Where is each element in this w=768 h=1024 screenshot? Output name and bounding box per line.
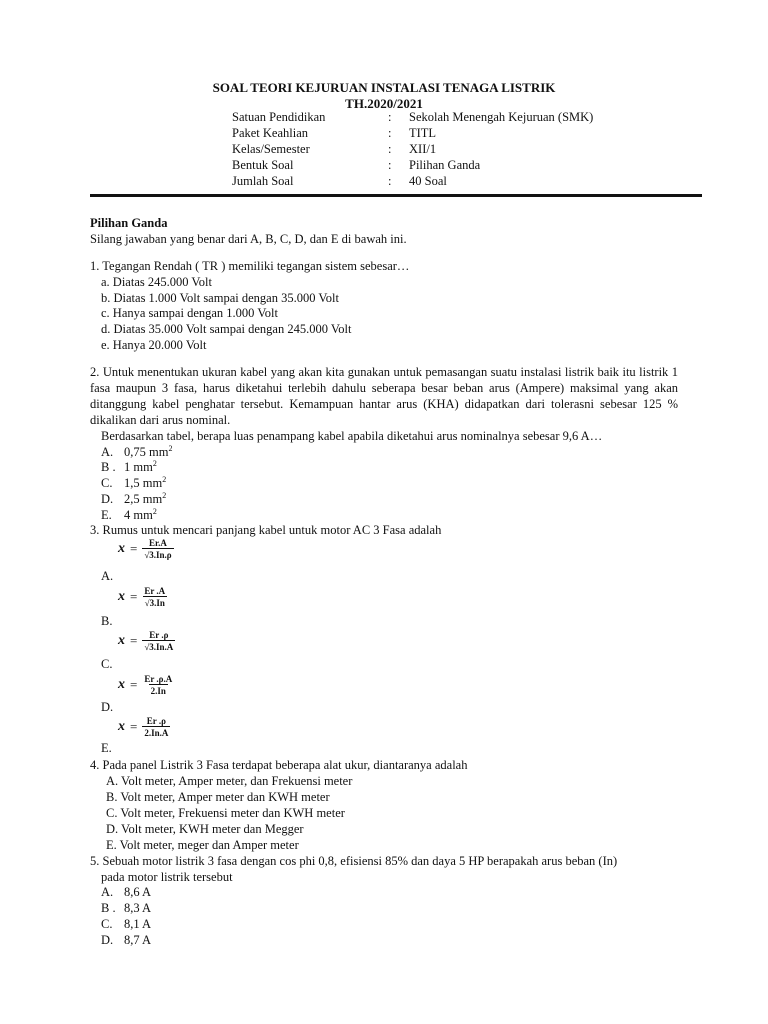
superscript: 2 xyxy=(162,490,167,500)
q2-option-b[interactable] xyxy=(101,458,157,475)
q4-option-b[interactable]: B. Volt meter, Amper meter dan KWH meter xyxy=(106,790,330,804)
q1-option-d[interactable]: d. Diatas 35.000 Volt sampai dengan 245.000 Volt xyxy=(101,322,352,336)
question-5-text: 5. Sebuah motor listrik 3 fasa dengan cos phi 0,8, efisiensi 85% dan daya 5 HP berapakah arus beban (In) xyxy=(90,854,618,868)
meta-colon: : xyxy=(388,142,392,156)
formula-option-e[interactable] xyxy=(118,716,170,738)
meta-value: XII/1 xyxy=(409,142,437,156)
exam-title: SOAL TEORI KEJURUAN INSTALASI TENAGA LISTRIK xyxy=(212,80,556,95)
denominator: √3.In.A xyxy=(144,642,174,652)
formula-equals: = xyxy=(130,633,138,648)
option-letter: C. xyxy=(101,476,113,490)
q2-option-a[interactable] xyxy=(101,443,173,460)
formula-option-c[interactable] xyxy=(118,630,175,652)
fraction xyxy=(142,716,170,738)
option-value: 8,1 A xyxy=(124,917,152,931)
q2-option-d[interactable] xyxy=(101,490,167,507)
denominator: 2.In.A xyxy=(144,728,169,738)
fraction xyxy=(142,538,173,560)
formula-var: x xyxy=(118,633,125,648)
question-5-text-cont: pada motor listrik tersebut xyxy=(101,870,233,884)
denominator: √3.In.ρ xyxy=(144,550,172,560)
q5-option-a[interactable] xyxy=(101,884,152,900)
formula-label-b[interactable]: B. xyxy=(101,614,113,628)
superscript: 2 xyxy=(152,506,157,516)
option-text: 2,5 mm xyxy=(124,492,163,506)
q1-option-e[interactable]: e. Hanya 20.000 Volt xyxy=(101,338,207,352)
meta-value: TITL xyxy=(409,126,437,140)
q4-option-a[interactable]: A. Volt meter, Amper meter, dan Frekuensi meter xyxy=(106,774,353,788)
formula-var: x xyxy=(118,589,125,604)
formula-option-a[interactable] xyxy=(118,538,174,560)
formula-var: x xyxy=(118,677,125,692)
q5-option-d[interactable] xyxy=(101,932,152,948)
meta-value: Sekolah Menengah Kejuruan (SMK) xyxy=(409,110,594,124)
meta-value: Pilihan Ganda xyxy=(409,158,481,172)
meta-colon: : xyxy=(388,110,392,124)
numerator: Er .A xyxy=(144,586,166,596)
formula-label-e[interactable]: E. xyxy=(101,741,112,755)
superscript: 2 xyxy=(152,458,157,468)
numerator: Er .ρ xyxy=(146,716,166,726)
q4-option-e[interactable]: E. Volt meter, meger dan Amper meter xyxy=(106,838,299,852)
q5-option-b[interactable] xyxy=(101,900,152,916)
section-heading: Pilihan Ganda xyxy=(90,216,168,230)
formula-equals: = xyxy=(130,677,138,692)
fraction xyxy=(142,586,167,608)
option-letter: D. xyxy=(101,492,114,506)
meta-label: Kelas/Semester xyxy=(232,142,310,156)
header-divider xyxy=(90,194,702,197)
option-text: 4 mm xyxy=(124,508,153,522)
option-value: 8,6 A xyxy=(124,885,152,899)
meta-value: 40 Soal xyxy=(409,174,447,188)
question-4-text: 4. Pada panel Listrik 3 Fasa terdapat beberapa alat ukur, diantaranya adalah xyxy=(90,758,468,772)
option-letter: A. xyxy=(101,885,114,899)
option-letter: B . xyxy=(101,901,116,915)
numerator: Er .ρ.A xyxy=(144,674,173,684)
q5-option-c[interactable] xyxy=(101,916,152,932)
meta-colon: : xyxy=(388,126,392,140)
formula-label-a[interactable]: A. xyxy=(101,569,114,583)
option-letter: D. xyxy=(101,933,114,947)
formula-label-d[interactable]: D. xyxy=(101,700,114,714)
question-2-text: 2. Untuk menentukan ukuran kabel yang akan kita gunakan untuk pemasangan suatu instalasi listrik baik itu listrik 1 fasa maupun 3 fasa, harus diketahui terlebih dahulu seberapa besar beban arus (Ampere) maksimal yang akan ditanggung kabel penghatar tersebut. Kemampuan hantar arus (KHA) didapatkan dari tolerasni sebesar 125 % dikalikan dari arus nominal. xyxy=(90,365,678,427)
option-value xyxy=(124,459,157,475)
meta-colon: : xyxy=(388,174,392,188)
exam-year: TH.2020/2021 xyxy=(345,96,423,111)
option-letter: E. xyxy=(101,508,112,522)
formula-equals: = xyxy=(130,541,138,556)
option-value: 8,3 A xyxy=(124,901,152,915)
option-text: 0,75 mm xyxy=(124,445,169,459)
meta-colon: : xyxy=(388,158,392,172)
denominator: 2.In xyxy=(150,686,166,696)
meta-label: Satuan Pendidikan xyxy=(232,110,326,124)
option-text: 1 mm xyxy=(124,460,153,474)
q4-option-d[interactable]: D. Volt meter, KWH meter dan Megger xyxy=(106,822,304,836)
formula-option-b[interactable] xyxy=(118,586,167,608)
meta-label: Bentuk Soal xyxy=(232,158,294,172)
meta-label: Jumlah Soal xyxy=(232,174,294,188)
formula-equals: = xyxy=(130,719,138,734)
superscript: 2 xyxy=(162,474,167,484)
fraction xyxy=(142,630,175,652)
q1-option-b[interactable]: b. Diatas 1.000 Volt sampai dengan 35.000 Volt xyxy=(101,291,339,305)
option-text: 1,5 mm xyxy=(124,476,163,490)
numerator: Er.A xyxy=(149,538,167,548)
formula-option-d[interactable] xyxy=(118,674,174,696)
question-3-text: 3. Rumus untuk mencari panjang kabel untuk motor AC 3 Fasa adalah xyxy=(90,523,442,537)
option-value xyxy=(124,491,166,507)
q1-option-c[interactable]: c. Hanya sampai dengan 1.000 Volt xyxy=(101,306,278,320)
q2-option-c[interactable] xyxy=(101,474,167,491)
q2-option-e[interactable] xyxy=(101,506,157,523)
question-2-prompt: Berdasarkan tabel, berapa luas penampang kabel apabila diketahui arus nominalnya sebesar 9,6 A… xyxy=(101,429,603,443)
section-instruction: Silang jawaban yang benar dari A, B, C, D, dan E di bawah ini. xyxy=(90,232,407,246)
option-value xyxy=(124,444,172,460)
q1-option-a[interactable]: a. Diatas 245.000 Volt xyxy=(101,275,212,289)
numerator: Er .ρ xyxy=(149,630,169,640)
superscript: 2 xyxy=(168,443,173,453)
formula-label-c[interactable]: C. xyxy=(101,657,113,671)
option-letter: A. xyxy=(101,445,114,459)
formula-var: x xyxy=(118,719,125,734)
formula-equals: = xyxy=(130,589,138,604)
formula-var: x xyxy=(118,541,125,556)
option-value xyxy=(124,507,157,523)
option-letter: C. xyxy=(101,917,113,931)
fraction xyxy=(142,674,174,696)
option-value: 8,7 A xyxy=(124,933,152,947)
denominator: √3.In xyxy=(144,598,165,608)
option-letter: B . xyxy=(101,460,116,474)
q4-option-c[interactable]: C. Volt meter, Frekuensi meter dan KWH meter xyxy=(106,806,345,820)
meta-label: Paket Keahlian xyxy=(232,126,309,140)
option-value xyxy=(124,475,166,491)
question-1-text: 1. Tegangan Rendah ( TR ) memiliki tegangan sistem sebesar… xyxy=(90,259,410,273)
